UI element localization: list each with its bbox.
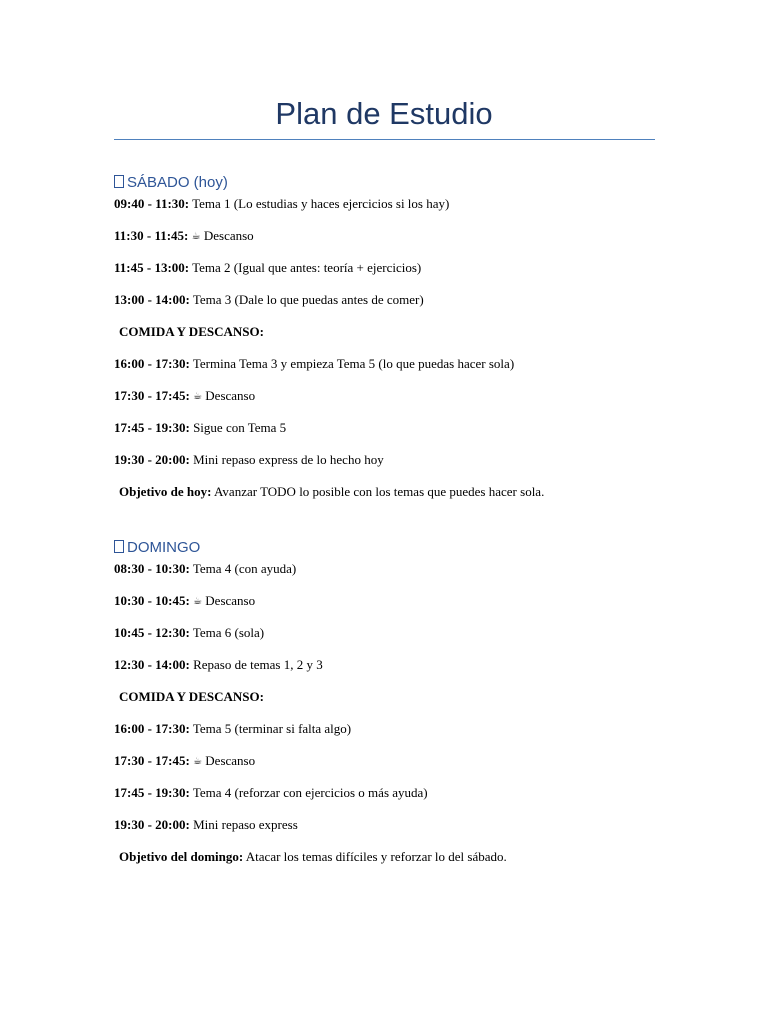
- time-range: 17:45 - 19:30:: [114, 785, 190, 800]
- activity-text: Tema 3 (Dale lo que puedas antes de comer): [192, 292, 424, 307]
- activity-text: Mini repaso express: [193, 817, 298, 832]
- schedule-row: [114, 625, 674, 641]
- activity-text: Descanso: [205, 388, 256, 403]
- time-range: 09:40 - 11:30:: [114, 196, 190, 211]
- section-saturday: [114, 172, 674, 516]
- section-heading-sunday: [114, 537, 674, 559]
- schedule-row: [114, 753, 674, 769]
- activity-text: Tema 1 (Lo estudias y haces ejercicios si los hay): [192, 196, 450, 211]
- lunch-break-text: COMIDA Y DESCANSO:: [119, 324, 264, 339]
- time-range: 17:30 - 17:45:: [114, 388, 190, 403]
- time-range: 17:45 - 19:30:: [114, 420, 190, 435]
- lunch-break-label: [114, 324, 674, 340]
- activity-text: Tema 2 (Igual que antes: teoría + ejercicios): [192, 260, 422, 275]
- missing-glyph-box-icon: [114, 540, 124, 553]
- goal-label: Objetivo del domingo:: [119, 849, 244, 864]
- schedule-row: [114, 452, 674, 468]
- schedule-row: [114, 721, 674, 737]
- schedule-row: [114, 292, 674, 308]
- time-range: 12:30 - 14:00:: [114, 657, 190, 672]
- goal-row: [114, 484, 674, 500]
- schedule-row: [114, 228, 674, 244]
- schedule-row: [114, 593, 674, 609]
- time-range: 19:30 - 20:00:: [114, 817, 190, 832]
- goal-text: Atacar los temas difíciles y reforzar lo del sábado.: [245, 849, 507, 864]
- coffee-icon: ☕: [193, 756, 203, 767]
- time-range: 11:30 - 11:45:: [114, 228, 189, 243]
- coffee-icon: ☕: [193, 391, 203, 402]
- activity-text: Sigue con Tema 5: [193, 420, 287, 435]
- time-range: 19:30 - 20:00:: [114, 452, 190, 467]
- time-range: 08:30 - 10:30:: [114, 561, 190, 576]
- schedule-row: [114, 196, 674, 212]
- lunch-break-text: COMIDA Y DESCANSO:: [119, 689, 264, 704]
- section-sunday: [114, 537, 674, 881]
- schedule-row: [114, 420, 674, 436]
- activity-text: Descanso: [205, 593, 256, 608]
- goal-label: Objetivo de hoy:: [119, 484, 212, 499]
- activity-text: Descanso: [203, 228, 254, 243]
- lunch-break-label: [114, 689, 674, 705]
- schedule-row: [114, 657, 674, 673]
- title-divider: [114, 139, 655, 140]
- time-range: 16:00 - 17:30:: [114, 721, 190, 736]
- missing-glyph-box-icon: [114, 175, 124, 188]
- goal-row: [114, 849, 674, 865]
- page-title: Plan de Estudio: [275, 96, 493, 131]
- schedule-row: [114, 260, 674, 276]
- activity-text: Repaso de temas 1, 2 y 3: [193, 657, 323, 672]
- activity-text: Tema 4 (reforzar con ejercicios o más ayuda): [192, 785, 428, 800]
- activity-text: Descanso: [205, 753, 256, 768]
- coffee-icon: ☕: [193, 596, 203, 607]
- time-range: 10:45 - 12:30:: [114, 625, 190, 640]
- section-heading-text: DOMINGO: [127, 539, 201, 556]
- time-range: 13:00 - 14:00:: [114, 292, 190, 307]
- activity-text: Tema 4 (con ayuda): [192, 561, 297, 576]
- activity-text: Mini repaso express de lo hecho hoy: [193, 452, 384, 467]
- schedule-row: [114, 785, 674, 801]
- time-range: 10:30 - 10:45:: [114, 593, 190, 608]
- schedule-row: [114, 356, 674, 372]
- section-heading-text: SÁBADO (hoy): [127, 174, 228, 191]
- activity-text: Tema 5 (terminar si falta algo): [192, 721, 352, 736]
- schedule-row: [114, 817, 674, 833]
- goal-text: Avanzar TODO lo posible con los temas que puedes hacer sola.: [214, 484, 545, 499]
- section-heading-saturday: [114, 172, 674, 194]
- activity-text: Termina Tema 3 y empieza Tema 5 (lo que puedas hacer sola): [192, 356, 515, 371]
- coffee-icon: ☕: [191, 231, 201, 242]
- activity-text: Tema 6 (sola): [192, 625, 265, 640]
- time-range: 11:45 - 13:00:: [114, 260, 190, 275]
- schedule-row: [114, 561, 674, 577]
- time-range: 17:30 - 17:45:: [114, 753, 190, 768]
- schedule-row: [114, 388, 674, 404]
- time-range: 16:00 - 17:30:: [114, 356, 190, 371]
